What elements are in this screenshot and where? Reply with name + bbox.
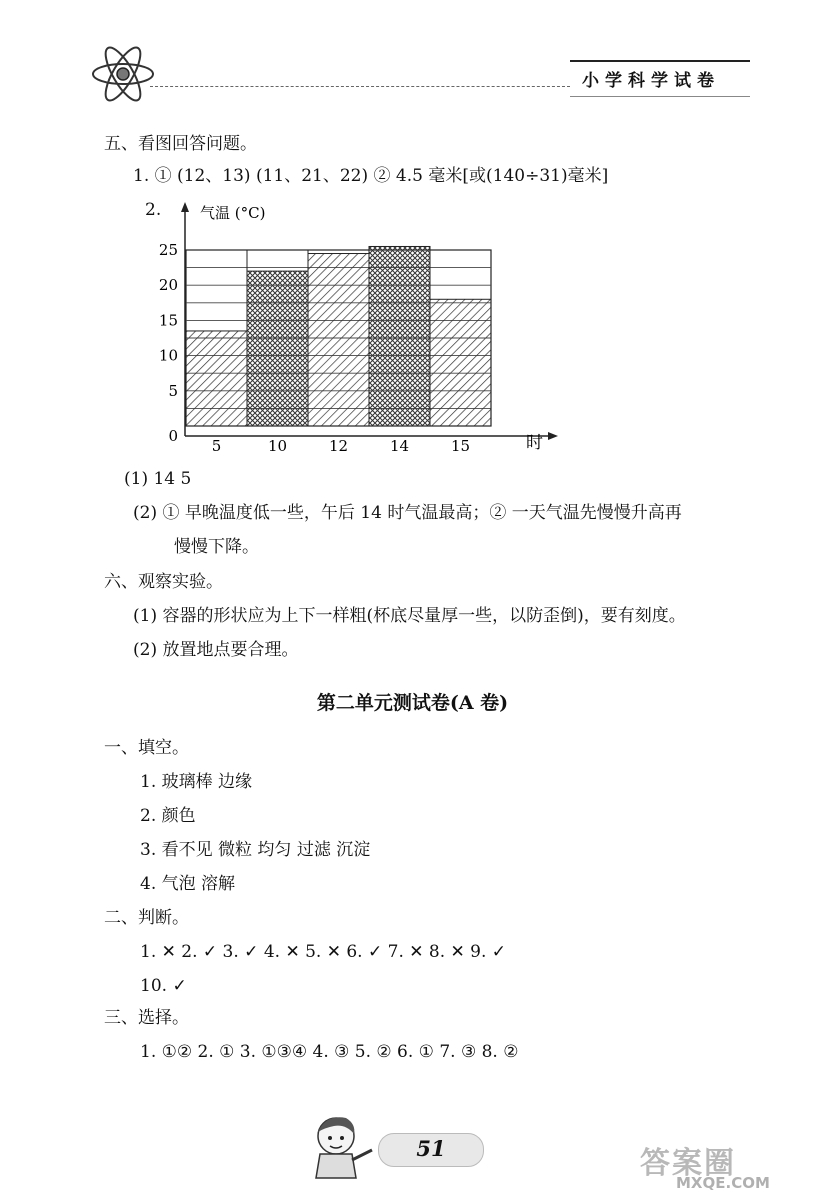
unit2-part1-item3: 3. 看不见 微粒 均匀 过滤 沉淀 bbox=[140, 840, 371, 860]
chart-x-tick-label: 12 bbox=[328, 437, 349, 455]
chart-xlabel: 时 bbox=[526, 433, 543, 453]
chart-x-tick-label: 10 bbox=[267, 437, 288, 455]
watermark-text: 答案圈 bbox=[640, 1146, 736, 1181]
atom-icon bbox=[88, 44, 158, 104]
unit2-part1-item2: 2. 颜色 bbox=[140, 806, 196, 826]
temperature-chart bbox=[150, 198, 570, 463]
chart-y-tick-label: 15 bbox=[158, 311, 178, 330]
q5-heading: 五、看图回答问题。 bbox=[104, 134, 257, 154]
chart-bar bbox=[308, 254, 369, 426]
y-axis-arrow bbox=[181, 202, 189, 212]
unit2-part1-item4: 4. 气泡 溶解 bbox=[140, 874, 236, 894]
x-axis-arrow bbox=[548, 432, 558, 440]
chart-y-tick-label: 0 bbox=[168, 427, 178, 445]
chart-x-tick-label: 15 bbox=[450, 437, 471, 455]
unit2-part1-heading: 一、填空。 bbox=[104, 738, 189, 758]
q6-sub1: (1) 容器的形状应为上下一样粗(杯底尽量厚一些，以防歪倒)，要有刻度。 bbox=[133, 606, 686, 626]
chart-x-tick-label: 5 bbox=[211, 437, 222, 455]
q5-item2-number: 2. bbox=[145, 200, 162, 220]
header-rule bbox=[150, 86, 570, 87]
q5-sub2-line1: (2) ① 早晚温度低一些，午后 14 时气温最高；② 一天气温先慢慢升高再 bbox=[133, 503, 682, 523]
header-title: 小学科学试卷 bbox=[582, 71, 720, 91]
unit2-part3-heading: 三、选择。 bbox=[104, 1008, 189, 1028]
chart-y-tick-label: 25 bbox=[158, 241, 178, 259]
unit2-part2-heading: 二、判断。 bbox=[104, 908, 189, 928]
chart-x-tick-label: 14 bbox=[389, 437, 410, 455]
header-logo bbox=[88, 44, 158, 104]
chart-y-tick-label: 10 bbox=[158, 346, 178, 365]
q6-heading: 六、观察实验。 bbox=[104, 572, 223, 592]
unit2-part1-item1: 1. 玻璃棒 边缘 bbox=[140, 772, 253, 792]
page-number-badge bbox=[378, 1133, 484, 1167]
unit2-part3-line1: 1. ①② 2. ① 3. ①③④ 4. ③ 5. ② 6. ① 7. ③ 8. ② bbox=[140, 1042, 519, 1062]
watermark-url: MXQE.COM bbox=[676, 1174, 770, 1192]
chart-bar bbox=[186, 331, 247, 426]
chart-y-ticks bbox=[159, 241, 178, 445]
chart-bar bbox=[369, 246, 430, 426]
unit2-part2-line1: 1. ✕ 2. ✓ 3. ✓ 4. ✕ 5. ✕ 6. ✓ 7. ✕ 8. ✕ 9. ✓ bbox=[140, 942, 507, 962]
q6-sub2: (2) 放置地点要合理。 bbox=[133, 640, 299, 660]
chart-x-ticks bbox=[212, 437, 470, 455]
q5-sub1: (1) 14 5 bbox=[124, 469, 192, 489]
chart-bar bbox=[247, 271, 308, 426]
chart-bar bbox=[430, 299, 491, 426]
page-number: 51 bbox=[416, 1136, 446, 1161]
boy-mascot-icon bbox=[306, 1110, 376, 1180]
q5-item1: 1. ① (12、13) (11、21、22) ② 4.5 毫米[或(140÷31)毫米] bbox=[133, 166, 609, 186]
chart-bars bbox=[186, 246, 491, 426]
q5-sub2-line2: 慢慢下降。 bbox=[174, 537, 259, 557]
chart-ylabel: 气温 (°C) bbox=[200, 204, 266, 222]
chart-y-tick-label: 5 bbox=[168, 381, 178, 400]
unit2-part2-line2: 10. ✓ bbox=[140, 976, 187, 996]
chart-y-tick-label: 20 bbox=[158, 276, 178, 295]
unit2-title: 第二单元测试卷(A 卷) bbox=[316, 692, 509, 714]
